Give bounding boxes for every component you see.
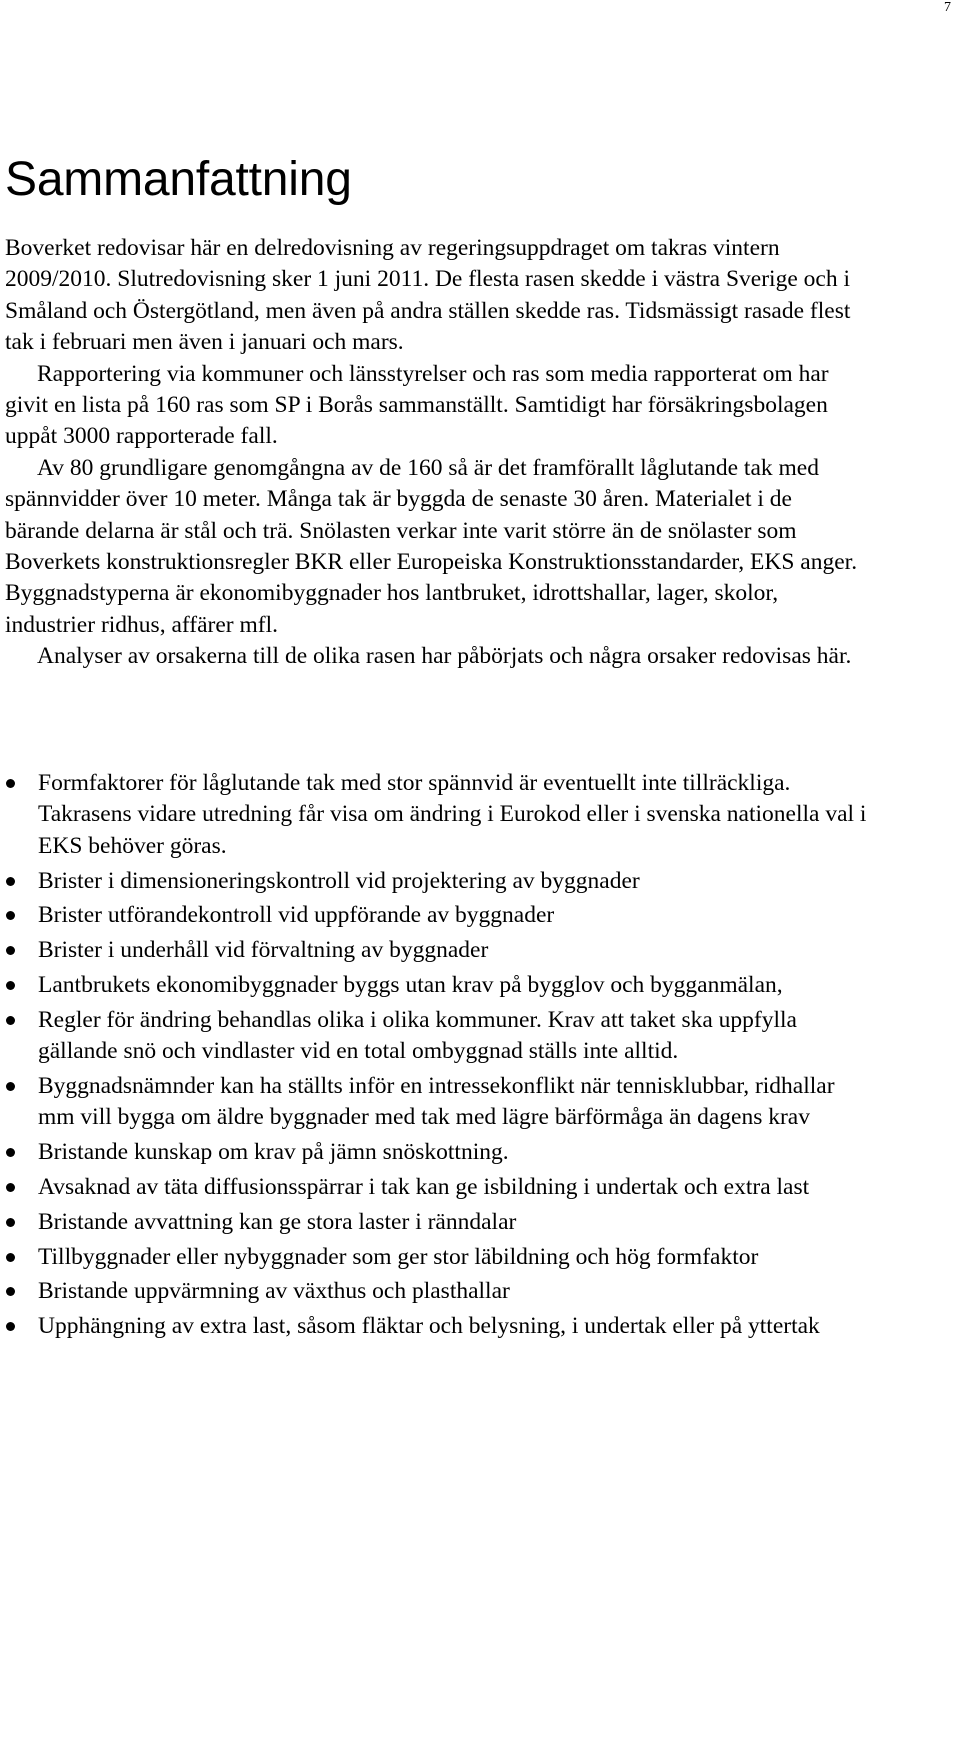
list-item	[0, 1137, 870, 1168]
list-item-text: Avsaknad av täta diffusionsspärrar i tak kan ge isbildning i undertak och extra last	[38, 1174, 810, 1200]
list-item	[0, 1005, 870, 1068]
list-item	[0, 1071, 870, 1134]
list-item-text: Byggnadsnämnder kan ha ställts inför en intressekonflikt när tennisklubbar, ridhallar mm vill bygga om äldre byggnader med tak med lägre bärförmåga än dagens krav	[38, 1073, 835, 1131]
list-item-text: Brister i underhåll vid förvaltning av byggnader	[38, 937, 489, 964]
list-item-text: Tillbyggnader eller nybyggnader som ger stor läbildning och hög formfaktor	[38, 1243, 759, 1270]
bullet-icon	[6, 911, 15, 920]
list-item-text: Lantbrukets ekonomibyggnader byggs utan krav på bygglov och bygganmälan,	[38, 972, 783, 998]
bullet-icon	[6, 1183, 15, 1192]
list-item	[0, 935, 870, 966]
list-item	[0, 1311, 870, 1342]
bullet-icon	[6, 1253, 15, 1262]
list-item-text: Brister i dimensioneringskontroll vid projektering av byggnader	[38, 867, 640, 894]
list-item	[0, 1207, 870, 1238]
page-number: 7	[944, 0, 951, 15]
bullet-icon	[6, 1322, 15, 1331]
bullet-icon	[6, 1287, 15, 1296]
summary-body	[5, 233, 867, 673]
list-item	[0, 768, 870, 862]
list-item	[0, 900, 870, 931]
paragraph-analysis: Analyser av orsakerna till de olika rasen har påbörjats och några orsaker redovisas här.	[37, 643, 852, 670]
bullet-icon	[6, 779, 15, 788]
list-item	[0, 1276, 870, 1307]
bullet-icon	[6, 981, 15, 990]
bullet-icon	[6, 1148, 15, 1157]
list-item	[0, 1242, 870, 1273]
bullet-icon	[6, 946, 15, 955]
paragraph-intro: Boverket redovisar här en delredovisning av regeringsuppdraget om takras vintern 2009/2010. Slutredovisning sker 1 juni 2011. De flesta rasen skedde i västra Sverige och i Småland och Östergötland, men även på andra ställen skedde ras. Tidsmässigt rasade flest tak i februari men även i januari och mars.	[5, 235, 851, 356]
bullet-icon	[6, 1082, 15, 1091]
paragraph-reporting: Rapportering via kommuner och länsstyrelser och ras som media rapporterat om har givit en lista på 160 ras som SP i Borås sammanställt. Samtidigt har försäkringsbolagen uppåt 3000 rapporterade fall.	[5, 360, 829, 450]
bullet-icon	[6, 1218, 15, 1227]
list-item-text: Formfaktorer för låglutande tak med stor spännvid är eventuellt inte tillräckliga. Takrasens vidare utredning får visa om ändring i Eurokod eller i svenska nationella val i EKS behöver göras.	[38, 770, 867, 859]
list-item-text: Bristande avvattning kan ge stora laster i ränndalar	[38, 1208, 517, 1235]
list-item	[0, 970, 870, 1001]
list-item-text: Regler för ändring behandlas olika i olika kommuner. Krav att taket ska uppfylla gällande snö och vindlaster vid en total ombyggnad ställs inte alltid.	[38, 1006, 797, 1065]
list-item-text: Brister utförandekontroll vid uppförande av byggnader	[38, 902, 555, 929]
list-item	[0, 866, 870, 897]
causes-bullet-list	[0, 768, 870, 1346]
bullet-icon	[6, 1016, 15, 1025]
list-item	[0, 1172, 870, 1203]
section-heading: Sammanfattning	[5, 153, 352, 206]
list-item-text: Upphängning av extra last, såsom fläktar och belysning, i undertak eller på yttertak	[38, 1313, 820, 1340]
paragraph-findings: Av 80 grundligare genomgångna av de 160 så är det framförallt låglutande tak med spännvidder över 10 meter. Många tak är byggda de senaste 30 åren. Materialet i de bärande delarna är stål och trä. Snölasten verkar inte varit större än de snölaster som Boverkets konstruktionsregler BKR eller Europeiska Konstruktionsstandarder, EKS anger. Byggnadstyperna är ekonomibyggnader hos lantbruket, idrottshallar, lager, skolor, industrier ridhus, affärer mfl.	[5, 454, 858, 638]
list-item-text: Bristande uppvärmning av växthus och plasthallar	[38, 1278, 510, 1305]
list-item-text: Bristande kunskap om krav på jämn snöskottning.	[38, 1139, 509, 1166]
bullet-icon	[6, 877, 15, 886]
